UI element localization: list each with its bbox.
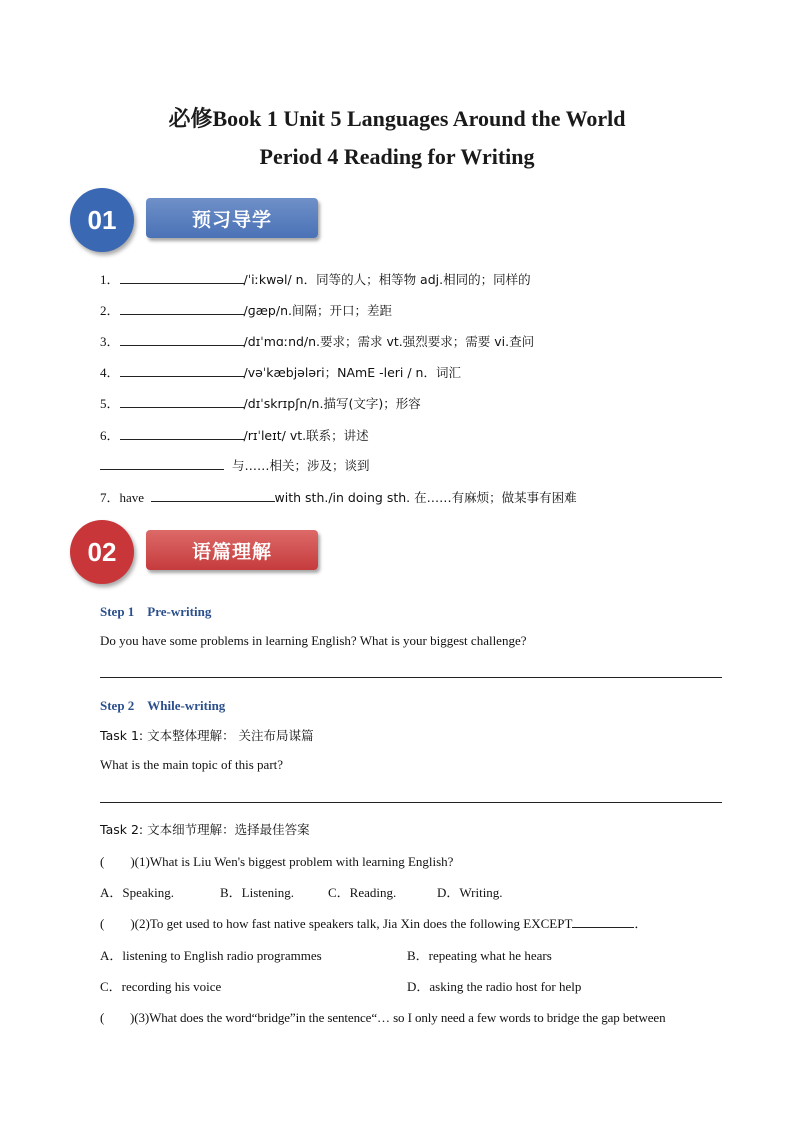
vocab-item-1: 1． /ˈiːkwəl/ n．同等的人；相等物 adj.相同的；同样的 (100, 272, 531, 287)
answer-line[interactable] (100, 677, 722, 678)
vocab-item-2: 2． /ɡæp/n.间隔；开口；差距 (100, 303, 392, 318)
answer-line[interactable] (100, 802, 722, 803)
answer-blank[interactable] (100, 457, 224, 470)
section-number-badge: 02 (70, 520, 134, 584)
answer-blank[interactable] (120, 271, 244, 284)
answer-blank[interactable] (572, 915, 634, 928)
question-2: ( )(2)To get used to how fast native speakers talk, Jia Xin does the following EXCEPT ． (100, 916, 648, 931)
vocab-item-3: 3． /dɪˈmɑːnd/n.要求；需求 vt.强烈要求；需要 vi.查问 (100, 334, 535, 349)
answer-blank[interactable] (151, 489, 275, 502)
q2-option-b[interactable]: B．repeating what he hears (407, 948, 552, 963)
answer-blank[interactable] (120, 302, 244, 315)
vocab-item-7: 7．have with sth./in doing sth. 在……有麻烦；做某事有困难 (100, 490, 577, 505)
answer-blank[interactable] (120, 427, 244, 440)
question-1: ( )(1)What is Liu Wen's biggest problem with learning English? (100, 854, 454, 869)
section-title-bar: 语篇理解 (146, 530, 318, 570)
vocab-item-6-phrase: 与……相关；涉及；谈到 (100, 456, 370, 474)
step1-question: Do you have some problems in learning English? What is your biggest challenge? (100, 633, 527, 648)
task1-question: What is the main topic of this part? (100, 757, 284, 772)
q2-option-c[interactable]: C．recording his voice (100, 979, 222, 994)
answer-blank[interactable] (120, 364, 244, 377)
task1-heading: Task 1: 文本整体理解： 关注布局谋篇 (100, 728, 314, 743)
answer-blank[interactable] (120, 333, 244, 346)
section-header-comprehension (70, 520, 330, 590)
answer-blank[interactable] (120, 395, 244, 408)
q1-option-b[interactable]: B．Listening. (220, 885, 295, 900)
vocab-item-5: 5． /dɪˈskrɪpʃn/n.描写(文字)；形容 (100, 396, 421, 411)
q1-option-c[interactable]: C．Reading. (328, 885, 397, 900)
vocab-item-4: 4． /vəˈkæbjələri；NAmE -leri / n．词汇 (100, 365, 461, 380)
vocab-item-6: 6． /rɪˈleɪt/ vt.联系；讲述 (100, 428, 369, 443)
section-header-preview (70, 188, 330, 258)
q2-option-a[interactable]: A．listening to English radio programmes (100, 948, 322, 963)
question-3: ( )(3)What does the word“bridge”in the sentence“… so I only need a few words to bridge the gap between (100, 1010, 666, 1025)
q1-option-a[interactable]: A．Speaking. (100, 885, 175, 900)
section-title-bar: 预习导学 (146, 198, 318, 238)
section-number-badge: 01 (70, 188, 134, 252)
step1-label: Step 1 Pre-writing (100, 604, 212, 619)
q1-option-d[interactable]: D．Writing. (437, 885, 503, 900)
document-subtitle: Period 4 Reading for Writing (259, 144, 535, 169)
document-title: 必修Book 1 Unit 5 Languages Around the World (168, 106, 626, 131)
task2-heading: Task 2: 文本细节理解：选择最佳答案 (100, 822, 310, 837)
step2-label: Step 2 While-writing (100, 698, 226, 713)
q2-option-d[interactable]: D．asking the radio host for help (407, 979, 582, 994)
